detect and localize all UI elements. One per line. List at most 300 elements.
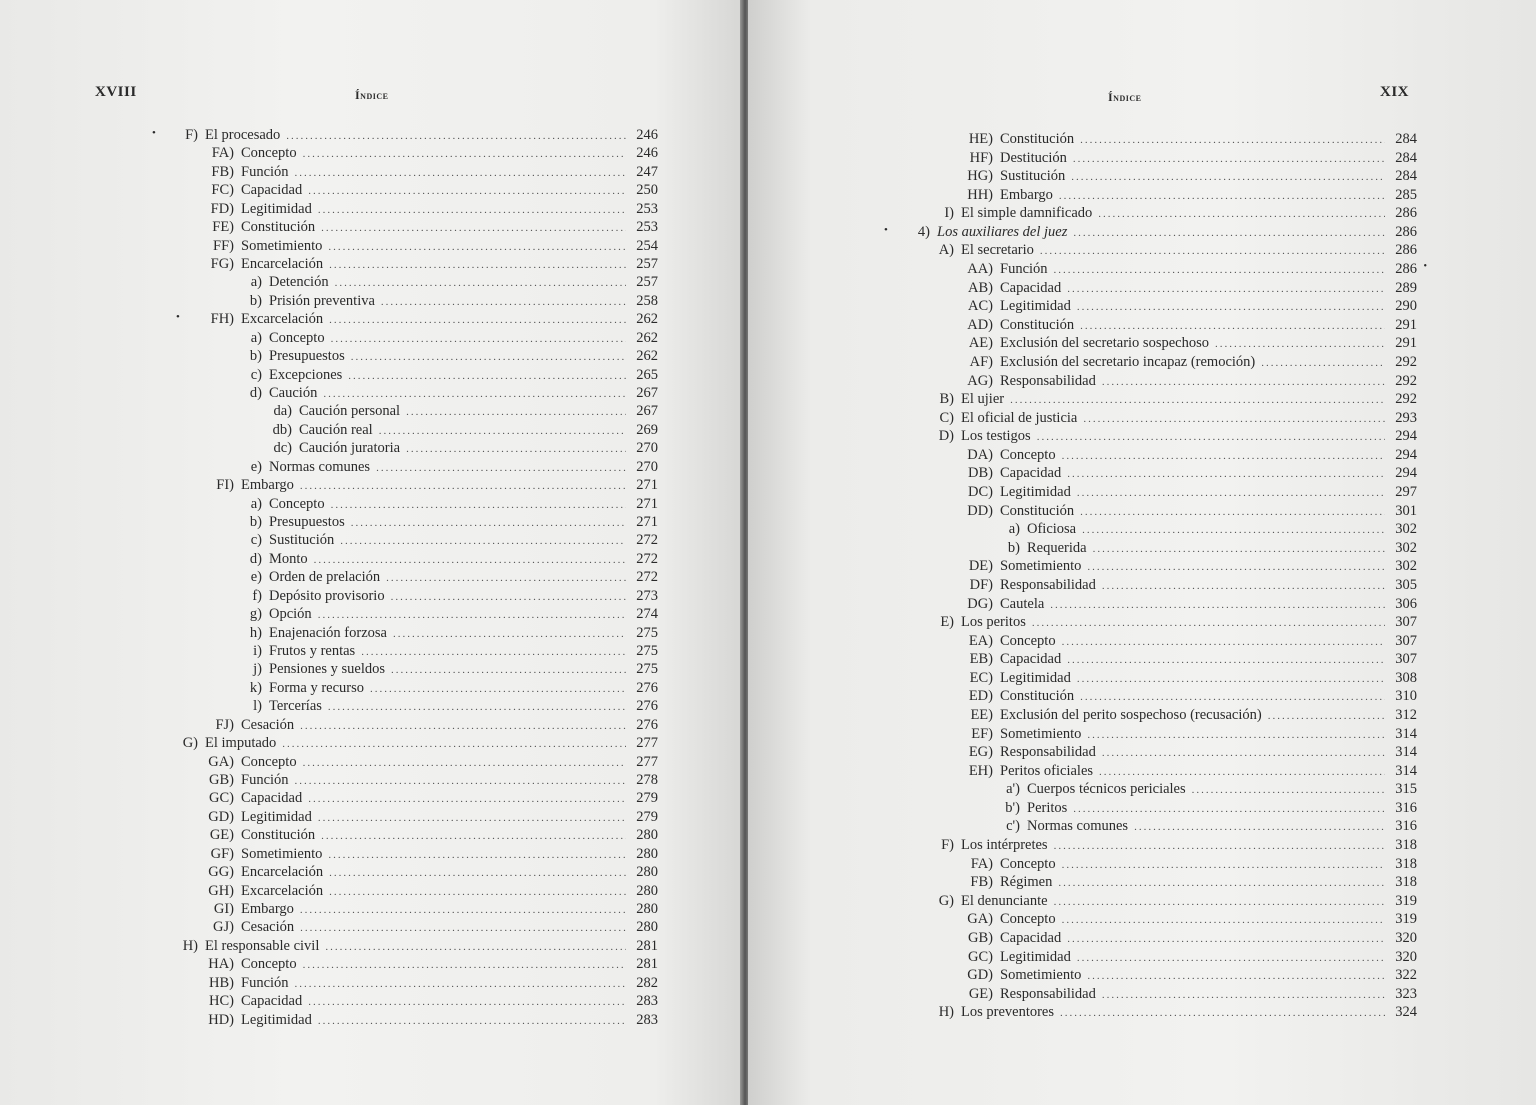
toc-entry [957,670,1417,688]
toc-entry [996,818,1417,836]
dot-leader [1083,413,1385,425]
dot-leader [318,204,626,216]
entry-code: EH) [968,762,993,779]
dot-leader [1054,896,1385,908]
toc-entry [957,763,1417,781]
entry-page-number: 271 [636,477,658,494]
entry-label: Detención [269,274,329,291]
entry-code: b) [249,514,262,531]
dot-leader [321,222,626,234]
entry-code: FE) [212,219,234,236]
toc-entry [262,440,658,458]
entry-label: El oficial de justicia [961,409,1078,426]
dot-leader [323,388,626,400]
entry-label: Capacidad [241,993,303,1010]
dot-leader [1093,543,1385,555]
entry-page-number: 279 [636,808,658,825]
dot-leader [1080,506,1385,518]
dot-leader [1080,691,1385,703]
toc-entry [957,688,1417,706]
entry-label: Sometimiento [241,845,323,862]
entry-label: Caución personal [299,403,401,420]
dot-leader [1077,301,1385,313]
dot-leader [1215,338,1385,350]
entry-code: DD) [967,502,993,519]
entry-label: Presupuestos [269,348,345,365]
entry-label: Caución [269,385,318,402]
entry-page-number: 282 [636,974,658,991]
entry-code: GB) [968,929,993,946]
toc-entry [957,651,1417,669]
dot-leader [303,757,626,769]
dot-leader [303,148,626,160]
entry-code: D) [938,428,954,445]
entry-page-number: 322 [1395,967,1417,984]
toc-entry [238,367,658,385]
toc-entry [238,625,658,643]
entry-label: Capacidad [1000,279,1062,296]
entry-label: Responsabilidad [1000,576,1096,593]
dot-leader [1098,208,1385,220]
entry-page-number: 307 [1395,614,1417,631]
entry-page-number: 286 [1395,261,1417,278]
toc-entry [957,558,1417,576]
entry-code: d) [249,385,262,402]
entry-page-number: 254 [636,237,658,254]
toc-entry [238,330,658,348]
entry-page-number: 257 [636,256,658,272]
entry-code: c) [250,532,262,549]
dot-leader [314,554,626,566]
entry-page-number: 318 [1395,837,1417,854]
entry-code: B) [939,391,954,408]
entry-mark: • [1423,261,1427,273]
entry-page-number: 319 [1395,911,1417,928]
dot-leader [329,867,626,879]
entry-page-number: 294 [1395,465,1417,482]
toc-entry [198,717,658,735]
entry-code: dc) [273,440,292,457]
entry-page-number: 281 [636,937,658,954]
entry-label: Constitución [1000,131,1075,147]
entry-code: F) [185,127,198,143]
dot-leader [1073,227,1385,239]
entry-label: Embargo [1000,186,1053,203]
entry-code: h) [249,624,262,641]
toc-entry [930,410,1417,428]
entry-page-number: 294 [1395,446,1417,463]
toc-entry [174,938,658,956]
entry-code: DE) [968,558,993,575]
toc-entry [957,949,1417,967]
entry-code: b) [249,348,262,365]
entry-code: b) [249,292,262,309]
toc-entry [957,168,1417,186]
entry-page-number: 258 [636,292,658,309]
entry-code: AE) [968,335,993,352]
entry-label: El simple damnificado [961,205,1093,222]
dot-leader [300,922,626,934]
entry-page-number: 314 [1395,744,1417,761]
entry-page-number: 286 [1395,242,1417,259]
entry-page-number: 316 [1395,799,1417,816]
dot-leader [1099,766,1385,778]
entry-page-number: 302 [1395,539,1417,556]
toc-entry [884,223,1417,242]
toc-entry [957,856,1417,874]
toc-entry [198,809,658,827]
entry-label: El denunciante [961,892,1048,909]
entry-code: GG) [208,864,234,881]
entry-label: Capacidad [241,790,303,807]
dot-leader [340,535,626,547]
entry-code: GE) [209,827,234,844]
entry-code: DB) [968,465,993,482]
entry-page-number: 284 [1395,131,1417,147]
entry-code: EC) [969,669,993,686]
entry-page-number: 247 [636,163,658,180]
entry-page-number: 302 [1395,521,1417,538]
entry-page-number: 274 [636,606,658,623]
entry-page-number: 323 [1395,985,1417,1002]
entry-code: g) [249,606,262,623]
toc-entry [957,874,1417,892]
entry-label: Constitución [1000,316,1075,333]
dot-leader [318,1015,626,1027]
dot-leader [351,351,626,363]
entry-page-number: 276 [636,698,658,715]
entry-label: Peritos [1027,799,1068,816]
entry-label: Embargo [241,901,294,918]
entry-page-number: 280 [636,901,658,918]
dot-leader [393,628,626,640]
entry-label: Cuerpos técnicos periciales [1027,781,1186,798]
toc-entry [957,596,1417,614]
toc-entry [957,633,1417,651]
toc-entry [198,846,658,864]
toc-entry [238,643,658,661]
entry-page-number: 276 [636,679,658,696]
entry-code: DC) [968,484,993,501]
toc-entry [198,919,658,937]
entry-label: Régimen [1000,874,1053,891]
dot-leader [1059,190,1385,202]
toc-entry [957,503,1417,521]
entry-code: DG) [967,595,993,612]
entry-page-number: 315 [1395,781,1417,798]
entry-code: FI) [216,477,234,494]
entry-code: FA) [970,855,993,872]
entry-page-number: 280 [636,827,658,844]
entry-page-number: 314 [1395,725,1417,742]
entry-code: 4) [917,223,930,240]
entry-page-number: 290 [1395,298,1417,315]
dot-leader [1102,376,1385,388]
entry-label: Presupuestos [269,514,345,531]
entry-page-number: 297 [1395,484,1417,501]
toc-entry [262,422,658,440]
entry-label: Los preventores [961,1004,1055,1021]
entry-code: k) [249,679,262,696]
toc-entry [957,744,1417,762]
toc-entry [174,735,658,753]
dot-leader [1060,1007,1385,1019]
entry-code: FD) [210,200,234,217]
entry-code: EA) [968,632,993,649]
entry-code: ED) [968,688,993,705]
dot-leader [391,591,626,603]
entry-label: Orden de prelación [269,569,381,586]
entry-page-number: 272 [636,569,658,586]
dot-leader [328,849,626,861]
toc-entry [957,577,1417,595]
entry-code: f) [252,587,262,604]
entry-code: e) [250,458,262,475]
toc-entry [238,661,658,679]
toc-entry [930,242,1417,260]
toc-entry [238,569,658,587]
entry-code: EF) [971,725,993,742]
entry-page-number: 308 [1395,669,1417,686]
dot-leader [318,609,626,621]
entry-label: Capacidad [241,182,303,199]
toc-entry [957,930,1417,948]
entry-code: db) [272,421,292,438]
dot-leader [308,185,626,197]
entry-page-number: 320 [1395,929,1417,946]
entry-page-number: 271 [636,514,658,531]
dot-leader [331,333,626,345]
toc-entry [238,514,658,532]
entry-code: G) [182,735,198,752]
toc-entry [238,274,658,292]
toc-entry [957,484,1417,502]
dot-leader [1071,171,1385,183]
entry-label: Sometimiento [1000,725,1082,742]
entry-page-number: 271 [636,495,658,512]
entry-page-number: 283 [636,1011,658,1028]
toc-entry [238,348,658,366]
dot-leader [1077,673,1385,685]
dot-leader [1134,821,1385,833]
entry-code: b') [1005,799,1020,816]
dot-leader [308,793,626,805]
entry-page-number: 286 [1395,223,1417,240]
dot-leader [1080,134,1385,146]
toc-entry [957,986,1417,1004]
entry-page-number: 292 [1395,391,1417,408]
entry-code: F) [941,837,954,854]
entry-page-number: 267 [636,403,658,420]
entry-code: H) [938,1004,954,1021]
entry-code: FB) [211,163,234,180]
entry-page-number: 265 [636,366,658,383]
entry-code: EG) [968,744,993,761]
right-page [748,0,1536,1105]
entry-page-number: 272 [636,550,658,567]
entry-label: Excepciones [269,366,343,383]
dot-leader [1080,320,1385,332]
entry-page-number: 246 [636,145,658,162]
entry-page-number: 318 [1395,874,1417,891]
dot-leader [370,683,626,695]
entry-label: Legitimidad [1000,669,1071,686]
entry-bullet: • [152,127,156,139]
entry-label: Destitución [1000,149,1067,166]
dot-leader [361,646,626,658]
toc-entry [198,883,658,901]
toc-entry [930,837,1417,855]
entry-label: Responsabilidad [1000,372,1096,389]
toc-entry [238,496,658,514]
toc-entry [238,588,658,606]
dot-leader [1067,468,1385,480]
toc-entry [957,317,1417,335]
entry-code: GD) [967,967,993,984]
entry-label: Capacidad [1000,465,1062,482]
entry-label: Sometimiento [1000,967,1082,984]
entry-page-number: 307 [1395,651,1417,668]
entry-page-number: 270 [636,458,658,475]
entry-code: G) [938,892,954,909]
entry-code: a) [250,274,262,291]
entry-label: Cesación [241,919,295,936]
dot-leader [379,425,626,437]
entry-label: Legitimidad [1000,948,1071,965]
toc-entry [957,447,1417,465]
entry-label: Forma y recurso [269,679,365,696]
entry-label: Capacidad [1000,651,1062,668]
toc-entry [957,354,1417,372]
toc-entry [262,403,658,421]
entry-code: a) [250,495,262,512]
toc-entry [930,614,1417,632]
entry-label: Los testigos [961,428,1031,445]
toc-entry [930,428,1417,446]
entry-label: Legitimidad [241,808,312,825]
dot-leader [329,259,626,271]
left-running-head: Índice [355,88,389,102]
dot-leader [1102,989,1385,1001]
entry-code: GI) [213,901,234,918]
toc-entry [996,521,1417,539]
dot-leader [1054,840,1385,852]
entry-code: A) [938,242,954,259]
entry-label: El secretario [961,242,1034,259]
toc-entry [996,781,1417,799]
entry-label: Peritos oficiales [1000,762,1094,779]
toc-entry [238,293,658,311]
entry-label: Concepto [241,956,297,973]
entry-label: Encarcelación [241,864,324,881]
toc-entry [238,532,658,550]
dot-leader [1073,803,1385,815]
entry-label: Constitución [241,219,316,236]
dot-leader [406,443,626,455]
toc-entry [957,726,1417,744]
entry-code: j) [253,661,262,678]
dot-leader [1032,617,1385,629]
toc-entry [198,201,658,219]
dot-leader [318,812,626,824]
entry-code: AC) [968,298,993,315]
dot-leader [1058,877,1385,889]
entry-label: Concepto [1000,632,1056,649]
entry-code: AF) [969,353,993,370]
entry-code: da) [273,403,292,420]
entry-label: Concepto [241,145,297,162]
toc-entry [176,311,658,329]
dot-leader [300,904,626,916]
dot-leader [1067,933,1385,945]
dot-leader [1082,524,1385,536]
entry-page-number: 279 [636,790,658,807]
entry-code: FA) [211,145,234,162]
entry-code: H) [182,937,198,954]
toc-entry [957,911,1417,929]
entry-code: EE) [970,706,993,723]
entry-page-number: 281 [636,956,658,973]
entry-code: a) [250,329,262,346]
entry-code: GE) [968,985,993,1002]
entry-code: i) [253,643,262,660]
entry-label: Constitución [241,827,316,844]
toc-entry [198,256,658,274]
entry-page-number: 275 [636,661,658,678]
entry-code: a') [1006,781,1020,798]
entry-label: Sometimiento [1000,558,1082,575]
toc-entry [198,477,658,495]
entry-code: GH) [208,882,234,899]
entry-label: Sustitución [1000,168,1066,185]
dot-leader [325,941,626,953]
entry-page-number: 319 [1395,892,1417,909]
toc-entry [198,145,658,163]
toc-entry [996,540,1417,558]
entry-page-number: 273 [636,587,658,604]
entry-page-number: 280 [636,845,658,862]
entry-page-number: 280 [636,864,658,881]
entry-label: Encarcelación [241,256,324,272]
entry-page-number: 250 [636,182,658,199]
entry-label: Función [1000,261,1048,278]
entry-code: EB) [969,651,993,668]
entry-page-number: 262 [636,348,658,365]
entry-label: Depósito provisorio [269,587,385,604]
entry-label: Exclusión del secretario incapaz (remoción) [1000,353,1256,370]
entry-page-number: 307 [1395,632,1417,649]
entry-page-number: 314 [1395,762,1417,779]
entry-page-number: 275 [636,643,658,660]
entry-page-number: 306 [1395,595,1417,612]
entry-page-number: 267 [636,385,658,402]
dot-leader [335,277,626,289]
dot-leader [1010,394,1385,406]
entry-page-number: 284 [1395,168,1417,185]
dot-leader [1067,654,1385,666]
entry-label: Función [241,974,289,991]
entry-label: El ujier [961,391,1005,408]
entry-page-number: 294 [1395,428,1417,445]
toc-entry [996,800,1417,818]
entry-page-number: 316 [1395,818,1417,835]
dot-leader [351,517,626,529]
entry-page-number: 285 [1395,186,1417,203]
dot-leader [331,499,626,511]
entry-label: Los peritos [961,614,1026,631]
toc-entry [957,280,1417,298]
entry-label: Excarcelación [241,311,324,328]
